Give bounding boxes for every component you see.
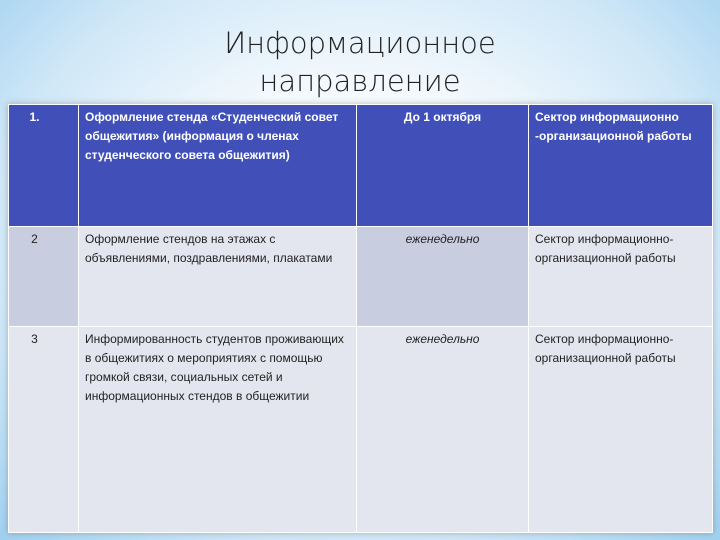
title-line-1: Информационное bbox=[224, 26, 496, 60]
plan-table bbox=[8, 104, 713, 533]
deadline-cell: еженедельно bbox=[357, 227, 529, 327]
row-number: 2 bbox=[9, 227, 79, 327]
task-cell: Оформление стендов на этажах с объявлениями, поздравлениями, плакатами bbox=[79, 227, 357, 327]
table-row bbox=[9, 105, 713, 227]
task-cell: Информированность студентов проживающих в общежитиях о мероприятиях с помощью громкой связи, социальных сетей и информационных стендов в общежитии bbox=[79, 327, 357, 533]
table-row bbox=[9, 227, 713, 327]
responsible-cell: Сектор информационно -организационной работы bbox=[529, 105, 713, 227]
responsible-cell: Сектор информационно-организационной работы bbox=[529, 227, 713, 327]
task-cell: Оформление стенда «Студенческий совет общежития» (информация о членах студенческого совета общежития) bbox=[79, 105, 357, 227]
deadline-cell: До 1 октября bbox=[357, 105, 529, 227]
row-number: 1. bbox=[9, 105, 79, 227]
table-row bbox=[9, 327, 713, 533]
responsible-cell: Сектор информационно-организационной работы bbox=[529, 327, 713, 533]
deadline-cell: еженедельно bbox=[357, 327, 529, 533]
slide-title bbox=[0, 24, 720, 100]
title-line-2: направление bbox=[259, 64, 461, 98]
row-number: 3 bbox=[9, 327, 79, 533]
